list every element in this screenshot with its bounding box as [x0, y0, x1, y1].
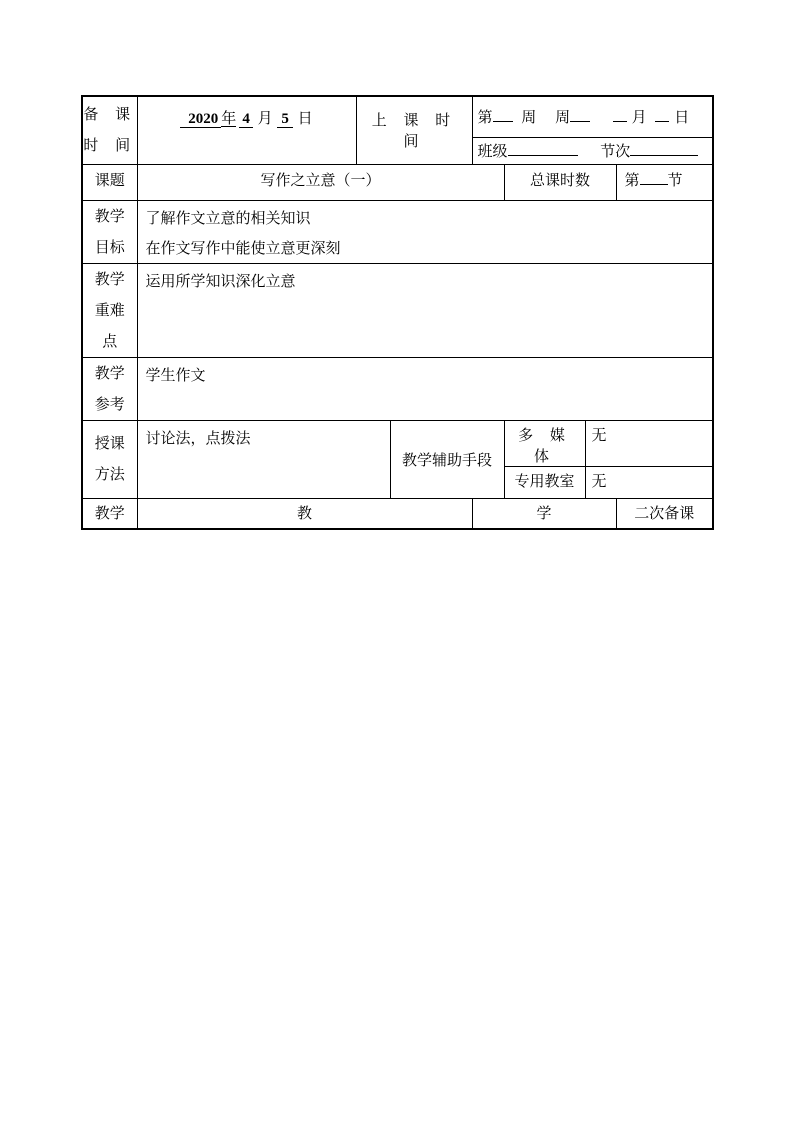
classroom-label: 专用教室 [504, 466, 585, 498]
prep-time-label: 备 课 时 间 [82, 96, 137, 164]
goal-item: 在作文写作中能使立意更深刻 [145, 238, 341, 257]
week-info: 第 周 周 月 日 [472, 96, 713, 137]
class-period-info: 班级 节次 [472, 137, 713, 164]
process-teach-header: 教 [137, 498, 472, 529]
classroom-value: 无 [585, 466, 713, 498]
method-label: 授课 方法 [82, 420, 137, 498]
key-points-label: 教学 重难 点 [82, 263, 137, 357]
topic-value: 写作之立意（一） [137, 164, 504, 200]
goal-item: 了解作文立意的相关知识 [145, 208, 311, 227]
lesson-plan-table [81, 95, 714, 530]
aids-label: 教学辅助手段 [390, 420, 504, 498]
prep-date: 2020 年 4 月 5 日 [137, 96, 356, 164]
method-content: 讨论法，点拨法 [137, 420, 390, 498]
goals-label: 教学 目标 [82, 200, 137, 263]
process-learn-header: 学 [472, 498, 616, 529]
multimedia-value: 无 [585, 420, 713, 466]
class-time-label: 上 课 时 间 [356, 96, 472, 164]
process-second-prep-header: 二次备课 [616, 498, 713, 529]
key-points-content: 运用所学知识深化立意 [137, 263, 713, 357]
topic-label: 课题 [82, 164, 137, 200]
goals-content [137, 200, 713, 263]
multimedia-label: 多 媒 体 [504, 420, 585, 466]
reference-label: 教学 参考 [82, 357, 137, 420]
process-label: 教学 [82, 498, 137, 529]
total-hours-label: 总课时数 [504, 164, 616, 200]
reference-content: 学生作文 [137, 357, 713, 420]
section-number: 第 节 [616, 164, 713, 200]
